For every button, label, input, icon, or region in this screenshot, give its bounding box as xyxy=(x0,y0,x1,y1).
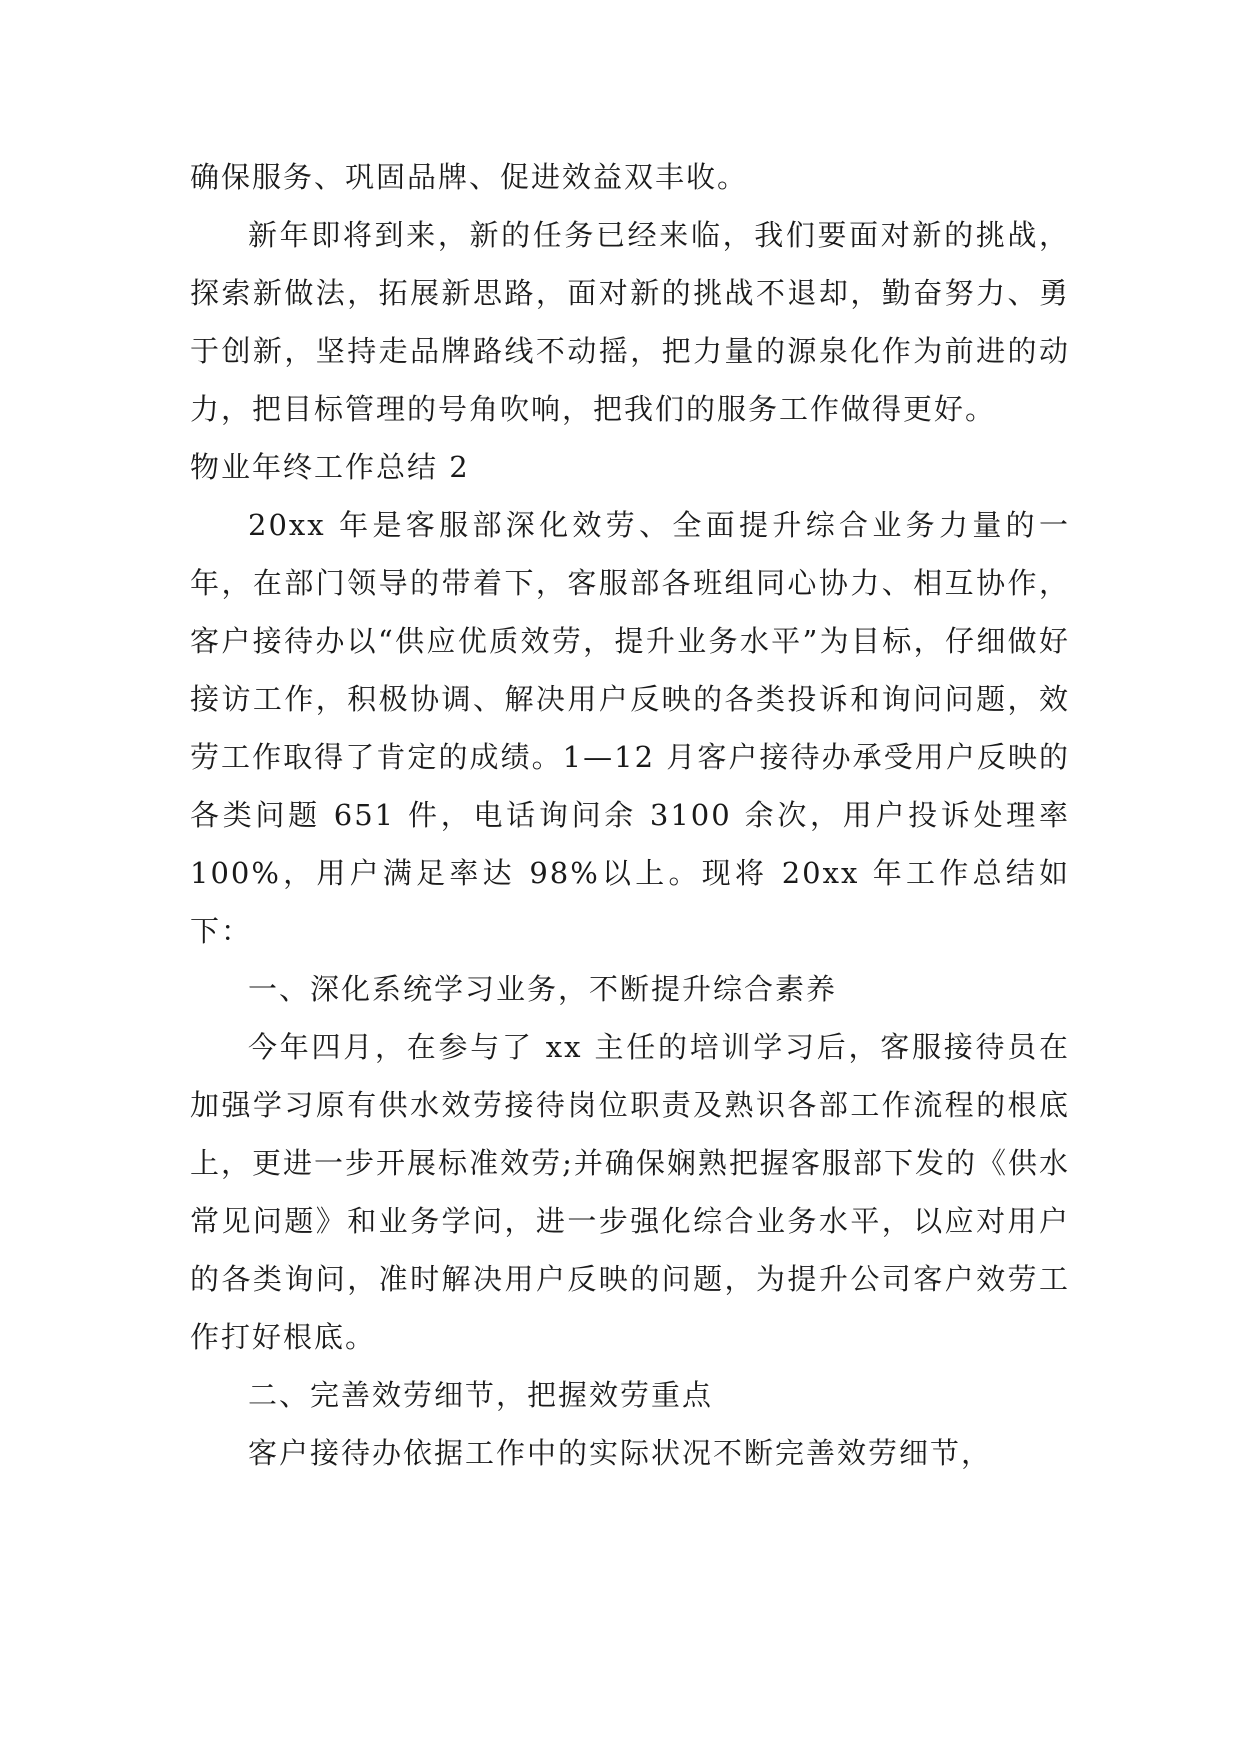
paragraph-summary-intro: 20xx 年是客服部深化效劳、全面提升综合业务力量的一年，在部门领导的带着下，客服部各班组同心协力、相互协作，客户接待办以“供应优质效劳，提升业务水平”为目标，仔细做好接访工作，积极协调、解决用户反映的各类投诉和询问问题，效劳工作取得了肯定的成绩。1—12 月客户接待办承受用户反映的各类问题 651 件，电话询问余 3100 余次，用户投诉处理率 100%，用户满足率达 98%以上。现将 20xx 年工作总结如下： xyxy=(190,508,1070,948)
paragraph-service-details: 客户接待办依据工作中的实际状况不断完善效劳细节， xyxy=(248,1436,993,1470)
subheading-one: 一、深化系统学习业务，不断提升综合素养 xyxy=(248,972,838,1006)
subheading-two: 二、完善效劳细节，把握效劳重点 xyxy=(248,1378,714,1412)
paragraph-new-year: 新年即将到来，新的任务已经来临，我们要面对新的挑战，探索新做法，拓展新思路，面对新的挑战不退却，勤奋努力、勇于创新，坚持走品牌路线不动摇，把力量的源泉化作为前进的动力，把目标管理的号角吹响，把我们的服务工作做得更好。 xyxy=(190,218,1070,426)
document-body xyxy=(190,148,1070,1482)
paragraph-training: 今年四月，在参与了 xx 主任的培训学习后，客服接待员在加强学习原有供水效劳接待岗位职责及熟识各部工作流程的根底上，更进一步开展标准效劳;并确保娴熟把握客服部下发的《供水常见问题》和业务学问，进一步强化综合业务水平，以应对用户的各类询问，准时解决用户反映的问题，为提升公司客户效劳工作打好根底。 xyxy=(190,1030,1070,1354)
section-heading: 物业年终工作总结 2 xyxy=(190,450,470,484)
paragraph-continuation: 确保服务、巩固品牌、促进效益双丰收。 xyxy=(190,160,749,194)
